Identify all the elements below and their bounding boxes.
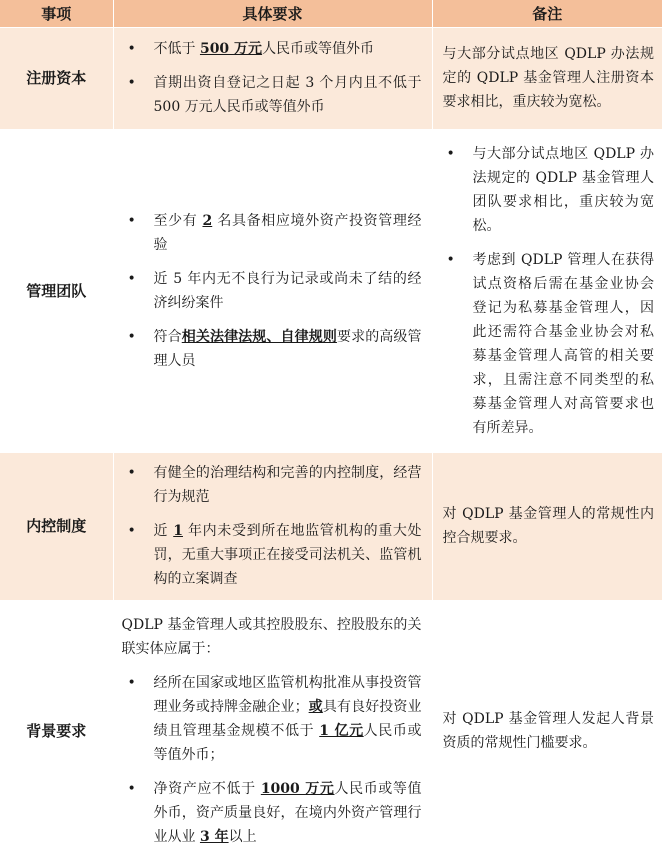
list-item: • 符合相关法律法规、自律规则要求的高级管理人员 [122, 325, 422, 373]
list-item: • 近 5 年内无不良行为记录或尚未了结的经济纠纷案件 [122, 267, 422, 315]
list-item: • 首期出资自登记之日起 3 个月内且不低于 500 万元人民币或等值外币 [122, 71, 422, 119]
table-row [0, 600, 662, 862]
list-item: • 近 1 年内未受到所在地监管机构的重大处罚，无重大事项正在接受司法机关、监管机构的立案调查 [122, 519, 422, 591]
table-row [0, 129, 662, 453]
row-item-label: 内控制度 [0, 453, 113, 600]
row-note: 与大部分试点地区 QDLP 办法规定的 QDLP 基金管理人注册资本要求相比，重庆较为宽松。 [432, 28, 662, 129]
bullet-icon: • [127, 328, 136, 345]
list-item: • 经所在国家或地区监管机构批准从事投资管理业务或持牌金融企业；或具有良好投资业绩且管理基金规模不低于 1 亿元人民币或等值外币； [122, 671, 422, 767]
bullet-icon: • [127, 465, 136, 481]
requirements-lead: QDLP 基金管理人或其控股股东、控股股东的关联实体应属于： [121, 616, 422, 657]
bullet-icon: • [446, 251, 455, 268]
list-item: • 与大部分试点地区 QDLP 办法规定的 QDLP 基金管理人团队要求相比，重庆较为宽松。 [443, 142, 655, 238]
list-item: • 至少有 2 名具备相应境外资产投资管理经验 [122, 209, 422, 257]
row-requirements [113, 129, 432, 453]
list-item: • 净资产应不低于 1000 万元人民币或等值外币，资产质量良好，在境内外资产管理行业从业 3 年以上 [122, 777, 422, 849]
row-item-label: 管理团队 [0, 129, 113, 453]
bullet-icon: • [127, 523, 136, 539]
bullet-icon: • [127, 780, 136, 797]
bullet-icon: • [127, 212, 136, 229]
table-row [0, 453, 662, 600]
row-note [432, 129, 662, 453]
row-note: 对 QDLP 基金管理人的常规性内控合规要求。 [432, 453, 662, 600]
row-item-label: 注册资本 [0, 28, 113, 129]
header-item: 事项 [0, 0, 113, 28]
bullet-icon: • [127, 41, 136, 58]
list-item: • 有健全的治理结构和完善的内控制度，经营行为规范 [122, 461, 422, 509]
bullet-icon: • [127, 75, 136, 92]
table-row [0, 28, 662, 129]
header-requirement: 具体要求 [113, 0, 432, 28]
bullet-icon: • [127, 270, 136, 287]
header-note: 备注 [432, 0, 662, 28]
row-item-label: 背景要求 [0, 600, 113, 862]
bullet-icon: • [446, 145, 455, 162]
row-requirements [113, 600, 432, 862]
row-requirements [113, 28, 432, 129]
bullet-icon: • [127, 674, 136, 691]
list-item: • 考虑到 QDLP 管理人在获得试点资格后需在基金业协会登记为私募基金管理人，因此还需符合基金业协会对私募基金管理人高管的相关要求，且需注意不同类型的私募基金管理人对高管要求也有所差异。 [443, 248, 655, 440]
list-item: • 不低于 500 万元人民币或等值外币 [122, 37, 422, 61]
row-requirements [113, 453, 432, 600]
table-header-row [0, 0, 662, 28]
row-note: 对 QDLP 基金管理人发起人背景资质的常规性门槛要求。 [432, 600, 662, 862]
